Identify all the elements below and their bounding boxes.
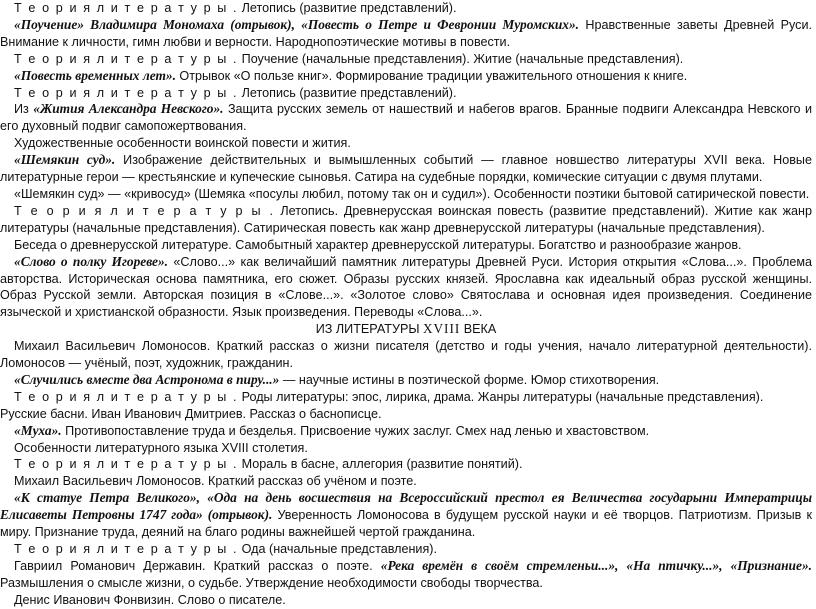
heading-century: XVIII — [423, 321, 461, 337]
paragraph-12 — [0, 254, 812, 322]
paragraph-text: Летопись (развитие представлений). — [238, 85, 457, 100]
paragraph-text: Защита русских земель от нашествий и набегов врагов. Бранные подвиги Александра Невского и его духовный подвиг самопожертвования. — [0, 102, 812, 134]
paragraph-7 — [0, 135, 812, 152]
paragraph-10 — [0, 203, 812, 237]
paragraph-text: Мораль в басне, аллегория (развитие понятий). — [238, 457, 523, 472]
paragraph-16 — [0, 406, 812, 423]
paragraph-18 — [0, 440, 812, 457]
paragraph-22 — [0, 541, 812, 558]
work-title: «Шемякин суд». — [14, 152, 116, 168]
paragraph-text: — научные истины в поэтической форме. Юмор стихотворения. — [279, 372, 660, 387]
paragraph-text: Михаил Васильевич Ломоносов. Краткий рассказ о жизни писателя (детство и годы учения, начало литературной деятельности). Ломоносов — учёный, поэт, художник, гражданин. — [0, 339, 812, 371]
paragraph-9 — [0, 186, 812, 203]
paragraph-text: Размышления о смысле жизни, о судьбе. Утверждение необходимости свободы творчества. — [0, 575, 543, 590]
paragraph-text: Из — [14, 102, 34, 117]
paragraph-13 — [0, 338, 812, 372]
paragraph-6 — [0, 101, 812, 135]
work-title: «Река времён в своём стремленьи...», «На птичку...», «Признание». — [380, 557, 812, 573]
paragraph-text: Отрывок «О пользе книг». Формирование традиции уважительного отношения к книге. — [175, 68, 688, 83]
paragraph-21 — [0, 490, 812, 541]
paragraph-text: Уверенность Ломоносова в будущем русской науки и её творцов. Патриотизм. Призыв к миру. Признание труда, деяний на благо родины важнейшей чертой гражданина. — [0, 508, 812, 540]
theory-label: Т е о р и я л и т е р а т у р ы . — [14, 542, 239, 556]
theory-label: Т е о р и я л и т е р а т у р ы . — [14, 85, 239, 100]
paragraph-text: Роды литературы: эпос, лирика, драма. Жанры литературы (начальные представления). — [238, 389, 764, 404]
paragraph-text: «Слово...» как величайший памятник литературы Древней Руси. История открытия «Слова...». Проблема авторства. Историческая основа памятника, его сюжет. Образы русских князей. Ярославна как идеальный образ русской женщины. Образ Русской земли. Авторская позиция в «Слове...». «Золотое слово» Святослава и основная идея произведения. Соединение языческой и христианской образности. Язык произведения. Переводы «Слова...». — [0, 254, 813, 320]
paragraph-text: «Шемякин суд» — «кривосуд» (Шемяка «посулы любил, потому так он и судил»). Особенности поэтики бытовой сатирической повести. — [14, 186, 810, 201]
work-title: «Муха». — [14, 422, 62, 438]
paragraph-text: Ода (начальные представления). — [238, 542, 437, 556]
theory-label: Т е о р и я л и т е р а т у р ы . — [14, 1, 239, 15]
paragraph-text: Гавриил Романович Державин. Краткий рассказ о поэте. — [14, 558, 381, 573]
paragraph-text: Художественные особенности воинской повести и жития. — [14, 136, 351, 151]
theory-label: Т е о р и я л и т е р а т у р ы . — [14, 457, 239, 472]
paragraph-19 — [0, 456, 812, 473]
paragraph-text: Беседа о древнерусской литературе. Самобытный характер древнерусской литературы. Богатство и разнообразие жанров. — [14, 237, 742, 252]
theory-label: Т е о р и я л и т е р а т у р ы . — [14, 389, 239, 404]
work-title: «Повесть временных лет». — [14, 67, 176, 83]
work-title: «Поучение» Владимира Мономаха (отрывок), «Повесть о Петре и Февронии Муромских». — [14, 16, 580, 32]
paragraph-text: Денис Иванович Фонвизин. Слово о писателе. — [14, 592, 286, 607]
paragraph-text: Противопоставление труда и безделья. Присвоение чужих заслуг. Смех над ленью и хвастовством. — [61, 423, 650, 438]
paragraph-text: Михаил Васильевич Ломоносов. Краткий рассказ об учёном и поэте. — [14, 474, 417, 489]
paragraph-text: Русские басни. Иван Иванович Дмитриев. Рассказ о баснописце. — [0, 406, 382, 421]
paragraph-11 — [0, 237, 812, 254]
paragraph-text: Поучение (начальные представления). Житие (начальные представления). — [238, 51, 684, 66]
paragraph-17 — [0, 423, 812, 440]
paragraph-23 — [0, 558, 812, 592]
paragraph-text: Нравственные заветы Древней Руси. Внимание к личности, гимн любви и верности. Народнопоэтические мотивы в повести. — [0, 17, 812, 49]
paragraph-5 — [0, 85, 812, 102]
work-title: «Слово о полку Игореве». — [14, 253, 169, 269]
theory-label: Т е о р и я л и т е р а т у р ы . — [14, 203, 275, 218]
paragraph-text: Летопись. Древнерусская воинская повесть (развитие представлений). Житие как жанр литературы (начальные представления). Сатирическая повесть как жанр древнерусской литературы (начальные представления). — [0, 203, 812, 235]
paragraph-8 — [0, 152, 812, 186]
paragraph-24 — [0, 592, 812, 609]
section-heading — [0, 321, 812, 338]
paragraph-4 — [0, 68, 812, 85]
theory-label: Т е о р и я л и т е р а т у р ы . — [14, 51, 239, 66]
work-title: «Случились вместе два Астронома в пиру...» — [14, 371, 280, 387]
work-title: «Жития Александра Невского». — [33, 101, 224, 117]
paragraph-3 — [0, 51, 812, 68]
heading-text: ВЕКА — [460, 322, 497, 337]
heading-text: ИЗ ЛИТЕРАТУРЫ — [315, 322, 423, 337]
paragraph-text: Летопись (развитие представлений). — [238, 1, 457, 15]
work-title: «К статуе Петра Великого», «Ода на день восшествия на Всероссийский престол ея Величества государыни Императрицы Елисаветы Петровны 1747 года» (отрывок). — [0, 490, 812, 523]
paragraph-text: Изображение действительных и вымышленных событий — главное новшество литературы XVII века. Новые литературные герои — крестьянские и купеческие сыновья. Сатира на судебные порядки, комические ситуации с двумя плутами. — [0, 153, 812, 185]
paragraph-20 — [0, 473, 812, 490]
paragraph-2 — [0, 17, 812, 51]
paragraph-text: Особенности литературного языка XVIII столетия. — [14, 440, 308, 455]
paragraph-15 — [0, 389, 812, 406]
paragraph-1 — [0, 0, 812, 17]
paragraph-14 — [0, 372, 812, 389]
